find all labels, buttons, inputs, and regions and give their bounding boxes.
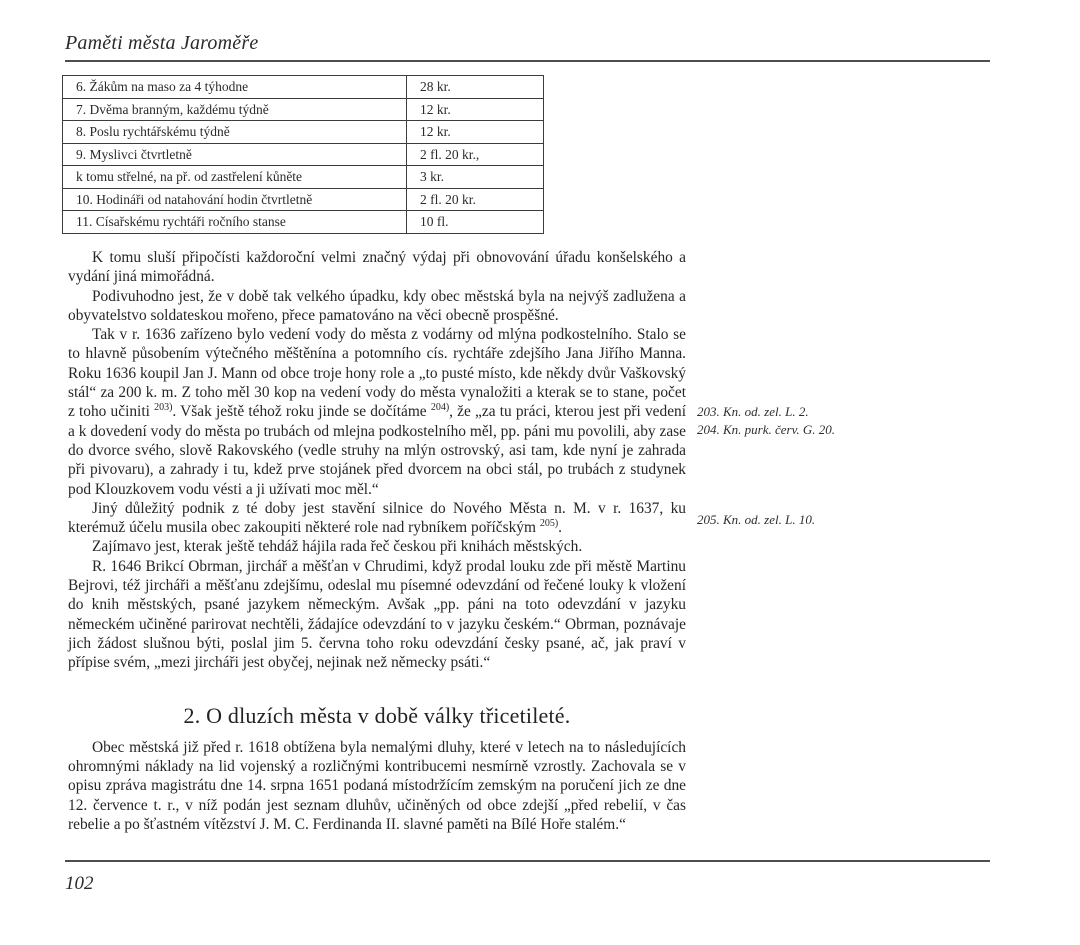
paragraph: K tomu sluší připočísti každoroční velmi značný výdaj při obnovování úřadu konšelského a vydání jiná mimořádná. (68, 249, 686, 286)
table-row (63, 188, 544, 211)
table-cell-value: 12 kr. (407, 98, 544, 121)
table-cell-item: 11. Císařskému rychtáři ročního stanse (63, 211, 407, 234)
table-row (63, 166, 544, 189)
margin-note: 205. Kn. od. zel. L. 10. (697, 512, 816, 527)
table-row (63, 98, 544, 121)
table-cell-item: 10. Hodináři od natahování hodin čtvrtletně (63, 188, 407, 211)
table-cell-value: 28 kr. (407, 76, 544, 99)
header-rule (65, 60, 990, 62)
body-text-column (68, 248, 686, 834)
paragraph: Obec městská již před r. 1618 obtížena byla nemalými dluhy, které v letech na to následujících ohromnými náklady na lid vojenský a rozličnými kontribucemi nesmírně vzrostly. Zachovala se v opisu zpráva magistrátu dne 14. srpna 1651 podaná místodržícím zemským na poručení jich ze dne 12. července t. r., v níž podán jest seznam dluhův, učiněných od obce zdejší „před rebelií, v čas rebelie a po šťastném vítězství J. M. C. Ferdinanda II. slavné paměti na Bílé Hoře stalém.“ (68, 738, 686, 834)
paragraph: Jiný důležitý podnik z té doby jest stavění silnice do Nového Města n. M. v r. 1637, ku kterémuž účelu musila obec zakoupiti některé role nad rybníkem poříčským $^{205)}$. (68, 499, 686, 537)
footnote-reference: 203) (154, 402, 173, 414)
paragraph: Zajímavo jest, kterak ještě tehdáž hájila rada řeč českou při knihách městských. (92, 538, 583, 556)
payments-table (62, 75, 544, 234)
table-row (63, 143, 544, 166)
table-row (63, 121, 544, 144)
table-cell-value: 12 kr. (407, 121, 544, 144)
table-cell-value: 3 kr. (407, 166, 544, 189)
table-cell-item: k tomu střelné, na př. od zastřelení kůněte (63, 166, 407, 189)
table-cell-item: 7. Dvěma branným, každému týdně (63, 98, 407, 121)
table-row (63, 211, 544, 234)
paragraph: Tak v r. 1636 zařízeno bylo vedení vody do města z vodárny od mlýna podkostelního. Stalo se to hlavně působením výtečného měštěnína a potomního cís. rychtáře zdejšího Jana Jiřího Manna. Roku 1636 koupil Jan J. Mann od obce troje hony role a „to pusté místo, kde někdy dvůr Vaškovský stál“ za 200 k. m. Z toho měl 30 kop na vedení vody do města vynaložiti a kterak se to stane, počet z toho učiniti $^{203)}$. Však ještě téhož roku jinde se dočítáme $^{204)}$, že „za tu práci, kterou jest při vedení a k dovedení vody do města po trubách od mlejna podkostelního měl, pp. páni mu povolili, aby zase do dvorce svého, slově Rakovského (vedle struhy na mlýn ostrovský, asi tam, kde nyní je zahrada při pivovaru), a zahrady i tu, kdež prve stojánek před dvorcem na obci stál, po trubách z studynek pod Klouzkovem vodu vésti a ji užívati moc měl.“ (68, 326, 686, 498)
margin-note: 203. Kn. od. zel. L. 2. (697, 404, 809, 419)
table-cell-item: 8. Poslu rychtářskému týdně (63, 121, 407, 144)
table-cell-value: 2 fl. 20 kr. (407, 188, 544, 211)
margin-note: 204. Kn. purk. červ. G. 20. (697, 422, 836, 437)
table-cell-item: 9. Myslivci čtvrtletně (63, 143, 407, 166)
table-row (63, 76, 544, 99)
table-cell-value: 2 fl. 20 kr., (407, 143, 544, 166)
table-cell-value: 10 fl. (407, 211, 544, 234)
footnote-reference: 205) (539, 518, 559, 530)
paragraph: Podivuhodno jest, že v době tak velkého úpadku, kdy obec městská byla na nejvýš zadlužena a obyvatelstvo soldateskou mořeno, přece pamatováno na věci obecně prospěšné. (68, 287, 686, 324)
section-heading: 2. O dluzích města v době války třicetileté. (183, 702, 571, 728)
table-cell-item: 6. Žákům na maso za 4 týhodne (63, 76, 407, 99)
paragraph: R. 1646 Brikcí Obrman, jirchář a měšťan v Chrudimi, když prodal louku zde při městě Martinu Bejrovi, též jircháři a měšťanu zdejšímu, odeslal mu písemné odevzdání od řečené louky k vložení do knih městských, psané jazykem německým. Avšak „pp. páni na toto odevzdání v jazyku německém učiněné parirovat nechtěli, žádajíce odevzdání to v jazyku českém.“ Obrman, poznávaje jich žádost slušnou býti, poslal jim 5. června toho roku odevzdání česky psané, ač, jak praví v přípise svém, „mezi jircháři jest obyčej, nejinak než německy psáti.“ (68, 557, 686, 672)
footer-rule (65, 860, 990, 862)
running-header-title: Paměti města Jaroměře (65, 32, 259, 54)
footnote-reference: 204) (430, 402, 450, 414)
payments-table-body (63, 76, 544, 234)
page-number: 102 (65, 873, 94, 894)
